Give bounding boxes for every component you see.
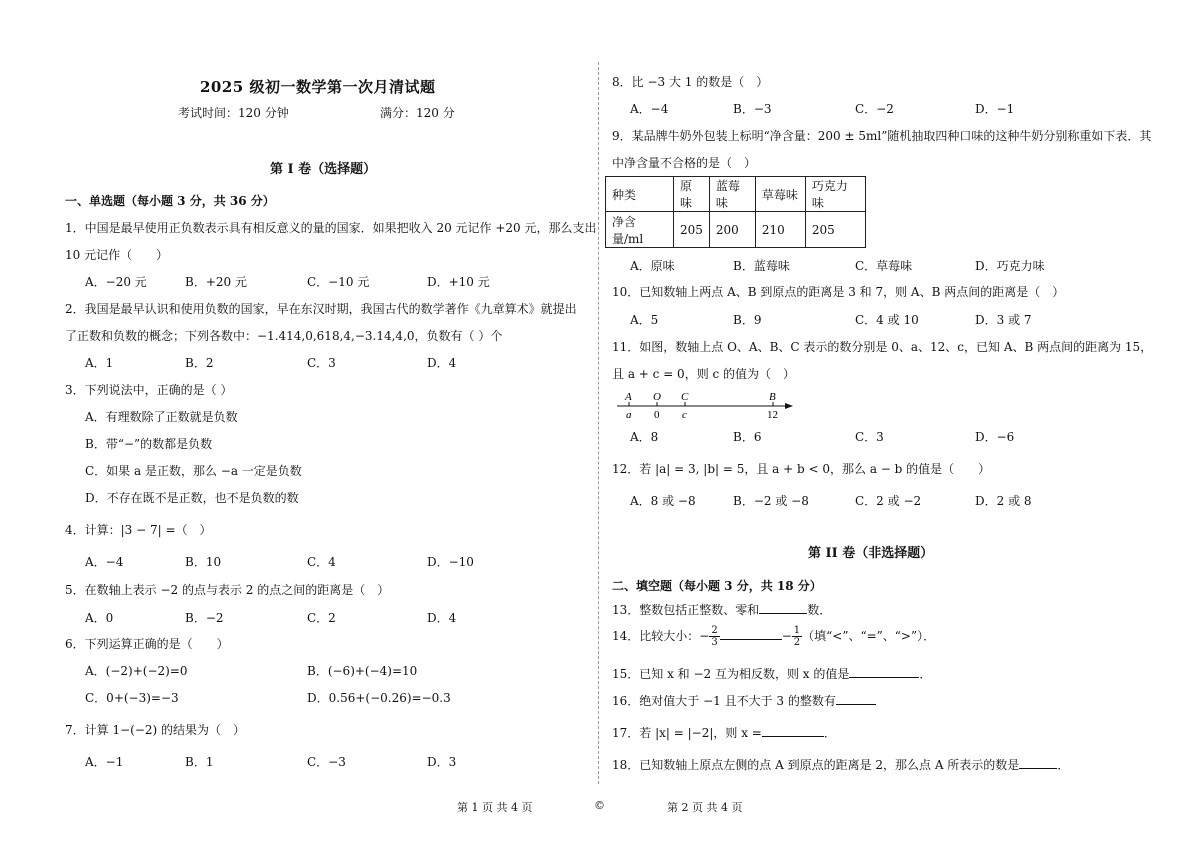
q3-option-a[interactable]: A．有理数除了正数就是负数: [85, 410, 238, 424]
q15-suffix: ．: [919, 667, 932, 681]
q14-suffix: （填“<”、“=”、“>”）．: [802, 629, 936, 643]
q9-option-c[interactable]: C．草莓味: [855, 259, 913, 273]
q3-option-c[interactable]: C．如果 a 是正数，那么 −a 一定是负数: [85, 464, 302, 478]
q10-option-a[interactable]: A．5: [630, 313, 659, 327]
q11-option-d[interactable]: D．−6: [975, 430, 1015, 444]
q18-text: 18．已知数轴上原点左侧的点 A 到原点的距离是 2，那么点 A 所表示的数是: [612, 758, 1020, 772]
q7-stem: 7．计算 1−(−2) 的结果为（ ）: [65, 723, 246, 737]
q9-option-b[interactable]: B．蓝莓味: [733, 259, 790, 273]
q14-fraction-1: [709, 625, 719, 648]
q12-option-b[interactable]: B．−2 或 −8: [733, 494, 809, 508]
q9-option-d[interactable]: D．巧克力味: [975, 259, 1045, 273]
q9-table-cell: 205: [674, 212, 710, 248]
q4-option-d[interactable]: D．−10: [427, 555, 474, 569]
q3-stem: 3．下列说法中，正确的是（ ）: [65, 383, 233, 397]
q8-option-c[interactable]: C．−2: [855, 102, 894, 116]
q6-option-d[interactable]: D．0.56+(−0.26)=−0.3: [307, 691, 451, 705]
q10-option-d[interactable]: D．3 或 7: [975, 313, 1032, 327]
point-label-c: C: [681, 391, 689, 403]
q1-option-b[interactable]: B．+20 元: [185, 275, 247, 289]
q6-option-c[interactable]: C．0+(−3)=−3: [85, 691, 179, 705]
q9-table-cell: 净含量/ml: [606, 212, 674, 248]
q6-option-b[interactable]: B．(−6)+(−4)=10: [307, 664, 418, 678]
q15: [612, 665, 931, 682]
q1-line1: 1．中国是最早使用正负数表示具有相反意义的量的国家．如果把收入 20 元记作 +20 元，那么支出: [65, 221, 597, 235]
q5-option-b[interactable]: B．−2: [185, 611, 224, 625]
q5-option-a[interactable]: A．0: [85, 611, 114, 625]
q9-line2: 中净含量不合格的是（ ）: [612, 156, 757, 170]
q14-frac2-num: 1: [793, 625, 801, 636]
q7-option-a[interactable]: A．−1: [85, 755, 124, 769]
q9-table-cell: 210: [755, 212, 805, 248]
q4-option-a[interactable]: A．−4: [85, 555, 124, 569]
q11-line1: 11．如图，数轴上点 O、A、B、C 表示的数分别是 0、a、12、c，已知 A、B 两点间的距离为 15，: [612, 340, 1153, 354]
full-score: 满分：120 分: [380, 106, 455, 120]
q12-option-a[interactable]: A．8 或 −8: [630, 494, 696, 508]
q9-table-cell: 205: [805, 212, 865, 248]
q15-answer-blank[interactable]: [849, 666, 919, 678]
q14-frac2-den: 2: [793, 637, 801, 648]
footer-page2: 第 2 页 共 4 页: [667, 801, 743, 814]
q11-option-c[interactable]: C．3: [855, 430, 884, 444]
q14-mid: −: [781, 629, 792, 643]
value-label-c: c: [682, 409, 687, 421]
q13-suffix: 数．: [807, 603, 832, 617]
q15-text: 15．已知 x 和 −2 互为相反数，则 x 的值是: [612, 667, 850, 681]
q14-fraction-2: [792, 625, 802, 648]
q17: [612, 724, 836, 741]
q8-option-b[interactable]: B．−3: [733, 102, 772, 116]
q2-line1: 2．我国是最早认识和使用负数的国家，早在东汉时期，我国古代的数学著作《九章算术》就提出: [65, 302, 577, 316]
q6-stem: 6．下列运算正确的是（ ）: [65, 637, 229, 651]
exam-time: 考试时间：120 分钟: [178, 106, 289, 120]
q3-option-d[interactable]: D．不存在既不是正数，也不是负数的数: [85, 491, 299, 505]
point-label-a: A: [625, 391, 632, 403]
point-label-o: O: [653, 391, 661, 403]
q13: [612, 601, 831, 618]
q4-option-c[interactable]: C．4: [307, 555, 336, 569]
q14-frac1-num: 2: [711, 625, 718, 636]
q10-option-c[interactable]: C．4 或 10: [855, 313, 919, 327]
q6-option-a[interactable]: A．(−2)+(−2)=0: [85, 664, 188, 678]
footer-symbol: ©: [594, 799, 605, 812]
q5-stem: 5．在数轴上表示 −2 的点与表示 2 的点之间的距离是（ ）: [65, 583, 390, 597]
q9-line1: 9．某品牌牛奶外包装上标明“净含量：200 ± 5ml”随机抽取四种口味的这种牛奶分别称重如下表．其: [612, 129, 1152, 143]
q2-option-d[interactable]: D．4: [427, 356, 457, 370]
q14-answer-blank[interactable]: [720, 628, 782, 640]
footer-page1: 第 1 页 共 4 页: [457, 801, 533, 814]
q9-table-cell: 草莓味: [755, 177, 805, 212]
q2-option-a[interactable]: A．1: [85, 356, 114, 370]
q11-line2: 且 a + c = 0，则 c 的值为（ ）: [612, 367, 796, 381]
q7-option-d[interactable]: D．3: [427, 755, 457, 769]
q5-option-c[interactable]: C．2: [307, 611, 336, 625]
q12-stem: 12．若 |a| = 3, |b| = 5，且 a + b < 0，那么 a − b 的值是（ ）: [612, 462, 991, 476]
q17-answer-blank[interactable]: [762, 725, 824, 737]
q18: [612, 756, 1069, 773]
q2-line2: 了正数和负数的概念；下列各数中：−1.414,0,618,4,−3.14,4,0，负数有（ ）个: [65, 329, 503, 343]
value-label-b: 12: [767, 409, 778, 421]
q11-number-line: [615, 386, 805, 422]
q11-option-b[interactable]: B．6: [733, 430, 762, 444]
value-label-o: 0: [654, 409, 660, 421]
q4-stem: 4．计算：|3 − 7| =（ ）: [65, 523, 212, 537]
q1-option-a[interactable]: A．−20 元: [85, 275, 147, 289]
part2-title: 第 II 卷（非选择题）: [808, 546, 934, 561]
section2-title: 二、填空题（每小题 3 分，共 18 分）: [612, 579, 822, 593]
q9-table-cell: 种类: [606, 177, 674, 212]
point-label-b: B: [769, 391, 776, 403]
q3-option-b[interactable]: B．带“−”的数都是负数: [85, 437, 213, 451]
q2-option-c[interactable]: C．3: [307, 356, 336, 370]
q7-option-c[interactable]: C．−3: [307, 755, 346, 769]
q4-option-b[interactable]: B．10: [185, 555, 222, 569]
q10-stem: 10．已知数轴上两点 A、B 到原点的距离是 3 和 7，则 A、B 两点间的距离是（ ）: [612, 285, 1065, 299]
part1-title: 第 I 卷（选择题）: [270, 162, 377, 177]
number-line-arrow: [785, 403, 793, 409]
q13-answer-blank[interactable]: [759, 602, 807, 614]
q9-table-data-row: [606, 212, 866, 248]
q9-table-header-row: [606, 177, 866, 212]
q9-table-cell: 蓝莓味: [709, 177, 755, 212]
q14-prefix: 14．比较大小：−: [612, 629, 710, 643]
q8-option-d[interactable]: D．−1: [975, 102, 1015, 116]
q7-option-b[interactable]: B．1: [185, 755, 214, 769]
q14: [612, 625, 935, 648]
q9-table: [605, 176, 866, 248]
q16-text: 16．绝对值大于 −1 且不大于 3 的整数有: [612, 694, 836, 708]
q9-table-cell: 原味: [674, 177, 710, 212]
q13-text: 13．整数包括正整数、零和: [612, 603, 760, 617]
q11-option-a[interactable]: A．8: [630, 430, 659, 444]
q1-line2: 10 元记作（ ）: [65, 248, 169, 262]
q2-option-b[interactable]: B．2: [185, 356, 214, 370]
q12-option-d[interactable]: D．2 或 8: [975, 494, 1032, 508]
q17-suffix: ．: [823, 726, 836, 740]
q8-stem: 8．比 −3 大 1 的数是（ ）: [612, 75, 769, 89]
value-label-a: a: [626, 409, 632, 421]
q8-option-a[interactable]: A．−4: [630, 102, 669, 116]
q18-answer-blank[interactable]: [1019, 757, 1057, 769]
q1-option-d[interactable]: D．+10 元: [427, 275, 490, 289]
q16-answer-blank[interactable]: [836, 693, 876, 705]
q9-table-cell: 200: [709, 212, 755, 248]
q18-suffix: ．: [1057, 758, 1070, 772]
q10-option-b[interactable]: B．9: [733, 313, 762, 327]
section1-title: 一、单选题（每小题 3 分，共 36 分）: [65, 194, 275, 208]
q14-frac1-den: 3: [711, 637, 718, 648]
column-divider: [598, 62, 599, 784]
q9-table-cell: 巧克力味: [805, 177, 865, 212]
q17-text: 17．若 |x| = |−2|，则 x =: [612, 726, 762, 740]
q12-option-c[interactable]: C．2 或 −2: [855, 494, 922, 508]
q9-option-a[interactable]: A．原味: [630, 259, 675, 273]
q5-option-d[interactable]: D．4: [427, 611, 457, 625]
q16: [612, 692, 876, 709]
q1-option-c[interactable]: C．−10 元: [307, 275, 370, 289]
exam-title: 2025 级初一数学第一次月清试题: [200, 78, 436, 96]
